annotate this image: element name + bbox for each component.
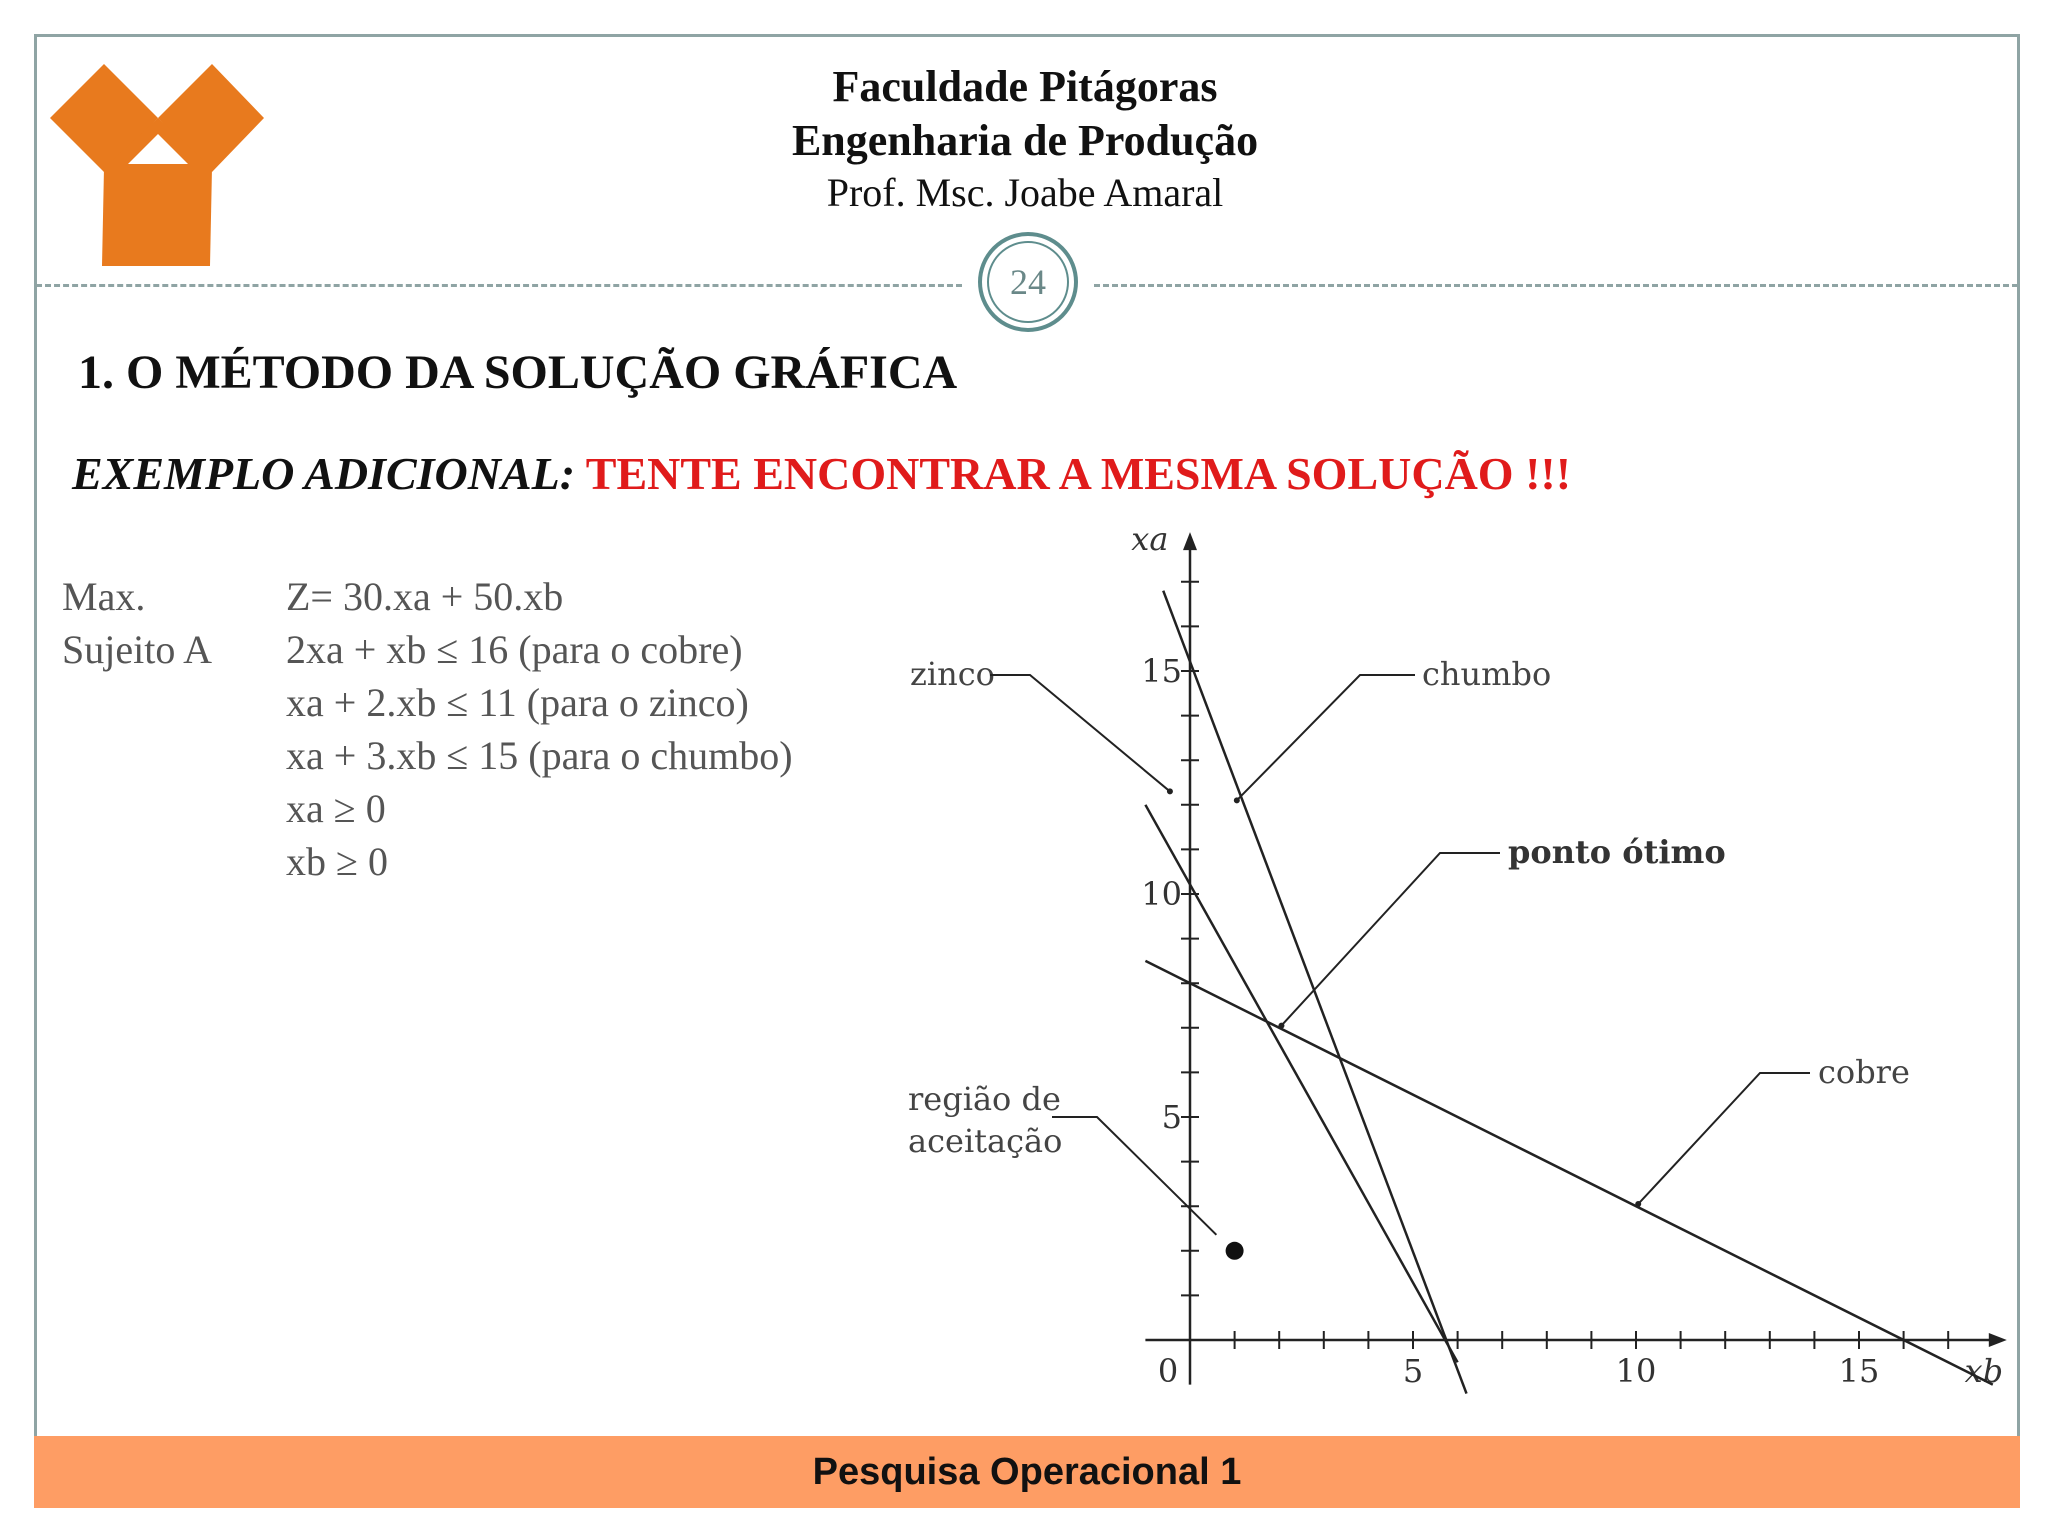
model-row xyxy=(62,623,793,676)
model-row-label xyxy=(62,835,286,888)
annotation-chumbo: chumbo xyxy=(1422,655,1552,693)
graphical-solution-chart xyxy=(890,530,2010,1400)
x-axis-label: xb xyxy=(1964,1352,2004,1390)
annotation-ponto-otimo: ponto ótimo xyxy=(1508,833,1726,871)
annotation-regiao-line2: aceitação xyxy=(908,1122,1063,1160)
model-row-expression: xa ≥ 0 xyxy=(286,786,386,831)
y-tick-label: 5 xyxy=(1161,1098,1182,1136)
annotation-chumbo-leader xyxy=(1237,675,1415,800)
annotation-regiao-leader xyxy=(1052,1117,1216,1235)
header-divider-left xyxy=(36,284,962,287)
section-title: 1. O MÉTODO DA SOLUÇÃO GRÁFICA xyxy=(78,346,958,399)
course-name: Engenharia de Produção xyxy=(791,116,1259,165)
footer-title: Pesquisa Operacional 1 xyxy=(812,1450,1242,1493)
header-divider-right xyxy=(1094,284,2018,287)
page-number: 24 xyxy=(987,241,1069,323)
model-row-label xyxy=(62,782,286,835)
lp-model xyxy=(62,570,793,888)
model-row xyxy=(62,729,793,782)
annotation-zinco-leader-tip xyxy=(1167,788,1173,794)
annotation-chumbo-leader-tip xyxy=(1234,797,1240,803)
model-row-expression: Z= 30.xa + 50.xb xyxy=(286,574,564,619)
institution-name: Faculdade Pitágoras xyxy=(832,62,1218,111)
model-row-label: Max. xyxy=(62,574,146,619)
page-number-badge xyxy=(978,232,1078,332)
professor-name: Prof. Msc. Joabe Amaral xyxy=(826,170,1224,215)
model-row-label: Sujeito A xyxy=(62,627,213,672)
annotation-ponto-otimo-leader-tip xyxy=(1278,1023,1284,1029)
example-lead: EXEMPLO ADICIONAL: xyxy=(72,448,576,499)
annotation-zinco: zinco xyxy=(910,655,995,693)
x-tick-label: 15 xyxy=(1838,1352,1880,1390)
model-row xyxy=(62,835,793,888)
footer-bar xyxy=(34,1436,2020,1508)
model-row-label xyxy=(62,676,286,729)
y-axis-arrow xyxy=(1183,532,1197,550)
x-tick-label: 0 xyxy=(1157,1352,1179,1390)
model-row-expression: xa + 3.xb ≤ 15 (para o chumbo) xyxy=(286,733,793,778)
example-highlight: TENTE ENCONTRAR A MESMA SOLUÇÃO !!! xyxy=(585,448,1572,499)
pitagoras-logo-icon xyxy=(50,56,264,270)
annotation-cobre: cobre xyxy=(1818,1053,1910,1091)
constraint-line-zinco xyxy=(1145,805,1457,1363)
annotation-regiao-line1: região de xyxy=(908,1080,1061,1118)
x-axis-arrow xyxy=(1989,1333,2007,1347)
y-axis-label: xa xyxy=(1131,530,1169,559)
model-row xyxy=(62,570,793,623)
y-tick-label: 10 xyxy=(1141,875,1182,913)
x-tick-label: 5 xyxy=(1402,1352,1424,1390)
annotation-ponto-otimo-leader xyxy=(1281,853,1500,1026)
model-row-expression: xa + 2.xb ≤ 11 (para o zinco) xyxy=(286,680,749,725)
annotation-cobre-leader-tip xyxy=(1635,1201,1641,1207)
constraint-line-cobre xyxy=(1145,961,1992,1385)
model-row-expression: xb ≥ 0 xyxy=(286,839,388,884)
model-row xyxy=(62,782,793,835)
example-heading xyxy=(72,447,1571,500)
y-tick-label: 15 xyxy=(1141,652,1182,690)
x-tick-label: 10 xyxy=(1615,1352,1657,1390)
annotation-cobre-leader xyxy=(1638,1073,1810,1204)
model-row-label xyxy=(62,729,286,782)
feasible-point-marker xyxy=(1226,1242,1244,1260)
model-row xyxy=(62,676,793,729)
model-row-expression: 2xa + xb ≤ 16 (para o cobre) xyxy=(286,627,743,672)
annotation-zinco-leader xyxy=(990,675,1170,791)
